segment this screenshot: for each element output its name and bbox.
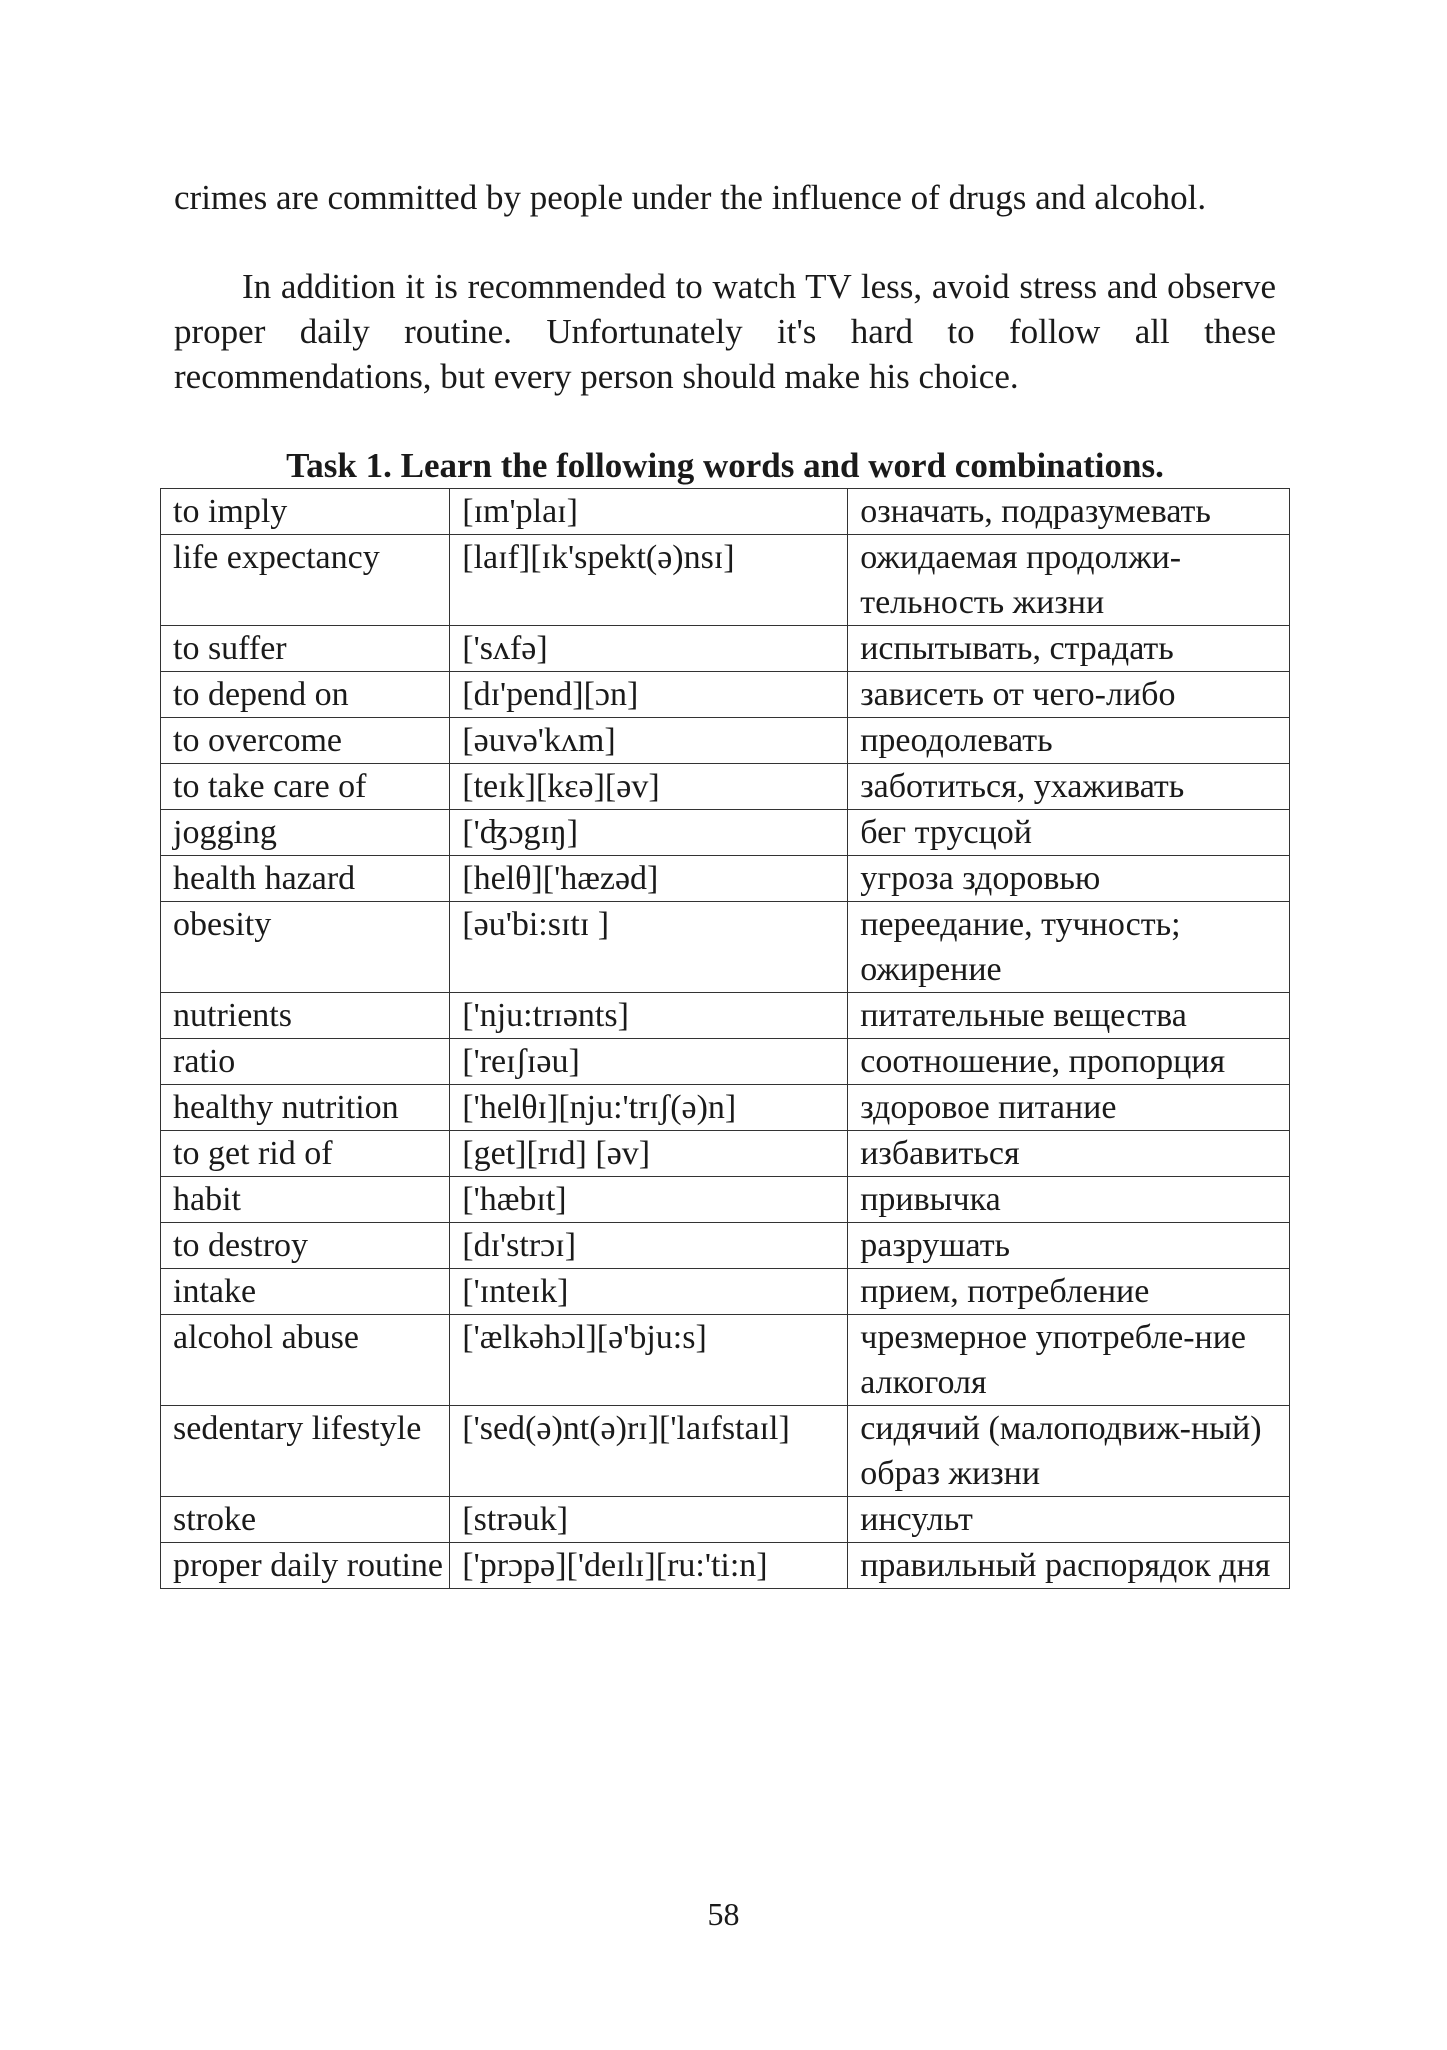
transcription-cell: [teɪk][kɛə][əv] — [450, 764, 848, 810]
table-row — [161, 1543, 1290, 1589]
table-row — [161, 1039, 1290, 1085]
translation-cell: привычка — [848, 1177, 1290, 1223]
table-row — [161, 1131, 1290, 1177]
term-cell: to take care of — [161, 764, 450, 810]
table-row — [161, 1315, 1290, 1406]
translation-cell: испытывать, страдать — [848, 626, 1290, 672]
table-row — [161, 535, 1290, 626]
transcription-cell: ['hæbɪt] — [450, 1177, 848, 1223]
transcription-cell: [əuvə'kʌm] — [450, 718, 848, 764]
table-row — [161, 1497, 1290, 1543]
table-row — [161, 764, 1290, 810]
transcription-cell: ['ælkəhɔl][ə'bju:s] — [450, 1315, 848, 1406]
table-row — [161, 1085, 1290, 1131]
table-row — [161, 718, 1290, 764]
term-cell: habit — [161, 1177, 450, 1223]
transcription-cell: [dɪ'pend][ɔn] — [450, 672, 848, 718]
translation-cell: бег трусцой — [848, 810, 1290, 856]
translation-cell: соотношение, пропорция — [848, 1039, 1290, 1085]
transcription-cell: ['sed(ə)nt(ə)rɪ]['laɪfstaɪl] — [450, 1406, 848, 1497]
table-row — [161, 902, 1290, 993]
term-cell: to get rid of — [161, 1131, 450, 1177]
translation-cell: избавиться — [848, 1131, 1290, 1177]
term-cell: stroke — [161, 1497, 450, 1543]
translation-cell: правильный распорядок дня — [848, 1543, 1290, 1589]
translation-cell: инсульт — [848, 1497, 1290, 1543]
term-cell: sedentary lifestyle — [161, 1406, 450, 1497]
transcription-cell: ['reɪʃɪəu] — [450, 1039, 848, 1085]
translation-cell: угроза здоровью — [848, 856, 1290, 902]
translation-cell: ожидаемая продолжи-тельность жизни — [848, 535, 1290, 626]
translation-cell: разрушать — [848, 1223, 1290, 1269]
vocabulary-table — [160, 488, 1290, 1589]
translation-cell: означать, подразумевать — [848, 489, 1290, 535]
table-row — [161, 626, 1290, 672]
term-cell: obesity — [161, 902, 450, 993]
transcription-cell: [ɪm'plaɪ] — [450, 489, 848, 535]
task-title: Task 1. Learn the following words and word combinations. — [286, 446, 1164, 485]
translation-cell: здоровое питание — [848, 1085, 1290, 1131]
transcription-cell: ['prɔpə]['deɪlɪ][ru:'ti:n] — [450, 1543, 848, 1589]
transcription-cell: ['helθɪ][nju:'trɪʃ(ə)n] — [450, 1085, 848, 1131]
term-cell: healthy nutrition — [161, 1085, 450, 1131]
term-cell: intake — [161, 1269, 450, 1315]
term-cell: jogging — [161, 810, 450, 856]
transcription-cell: [laɪf][ɪk'spekt(ə)nsɪ] — [450, 535, 848, 626]
transcription-cell: [helθ]['hæzəd] — [450, 856, 848, 902]
translation-cell: чрезмерное употребле-ние алкоголя — [848, 1315, 1290, 1406]
term-cell: to suffer — [161, 626, 450, 672]
paragraph-2: In addition it is recommended to watch TV less, avoid stress and observe proper daily routine. Unfortunately it's hard to follow all these recommendations, but every person should make his choice. — [174, 267, 1276, 396]
term-cell: alcohol abuse — [161, 1315, 450, 1406]
translation-cell: преодолевать — [848, 718, 1290, 764]
table-row — [161, 1406, 1290, 1497]
term-cell: life expectancy — [161, 535, 450, 626]
table-row — [161, 1223, 1290, 1269]
page-number: 58 — [707, 1896, 740, 1932]
translation-cell: прием, потребление — [848, 1269, 1290, 1315]
transcription-cell: [dɪ'strɔɪ] — [450, 1223, 848, 1269]
translation-cell: переедание, тучность; ожирение — [848, 902, 1290, 993]
translation-cell: питательные вещества — [848, 993, 1290, 1039]
transcription-cell: ['nju:trɪənts] — [450, 993, 848, 1039]
term-cell: ratio — [161, 1039, 450, 1085]
term-cell: to imply — [161, 489, 450, 535]
term-cell: proper daily routine — [161, 1543, 450, 1589]
term-cell: health hazard — [161, 856, 450, 902]
transcription-cell: [strəuk] — [450, 1497, 848, 1543]
transcription-cell: ['sʌfə] — [450, 626, 848, 672]
table-row — [161, 1269, 1290, 1315]
translation-cell: сидячий (малоподвиж-ный) образ жизни — [848, 1406, 1290, 1497]
table-row — [161, 489, 1290, 535]
term-cell: to depend on — [161, 672, 450, 718]
table-row — [161, 810, 1290, 856]
term-cell: nutrients — [161, 993, 450, 1039]
transcription-cell: ['ɪnteɪk] — [450, 1269, 848, 1315]
table-row — [161, 993, 1290, 1039]
translation-cell: заботиться, ухаживать — [848, 764, 1290, 810]
term-cell: to destroy — [161, 1223, 450, 1269]
table-row — [161, 856, 1290, 902]
transcription-cell: ['ʤɔgɪŋ] — [450, 810, 848, 856]
table-row — [161, 1177, 1290, 1223]
transcription-cell: [əu'bi:sɪtɪ ] — [450, 902, 848, 993]
table-row — [161, 672, 1290, 718]
transcription-cell: [get][rɪd] [əv] — [450, 1131, 848, 1177]
translation-cell: зависеть от чего-либо — [848, 672, 1290, 718]
term-cell: to overcome — [161, 718, 450, 764]
paragraph-1: crimes are committed by people under the influence of drugs and alcohol. — [174, 178, 1207, 217]
